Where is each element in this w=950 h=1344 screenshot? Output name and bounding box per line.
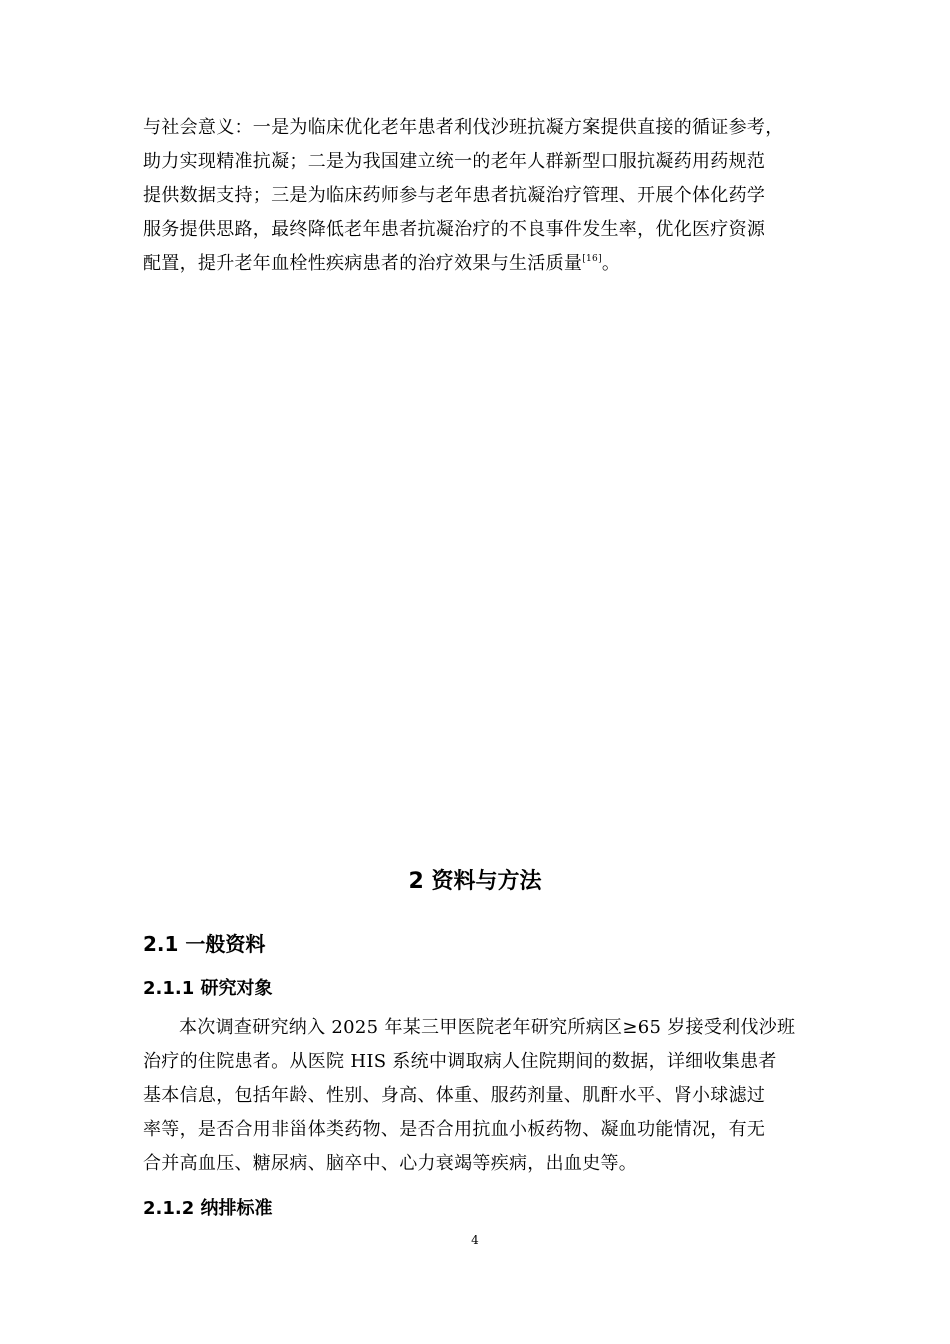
- subjects-line-1: 本次调查研究纳入 2025 年某三甲医院老年研究所病区≥65 岁接受利伐沙班: [179, 1017, 796, 1038]
- page-number: 4: [471, 1233, 479, 1247]
- section-2-1-2-heading: 2.1.2 纳排标准: [143, 1198, 273, 1219]
- intro-line-3: 提供数据支持；三是为临床药师参与老年患者抗凝治疗管理、开展个体化药学: [143, 185, 766, 206]
- subjects-line-3: 基本信息，包括年龄、性别、身高、体重、服药剂量、肌酐水平、肾小球滤过: [143, 1085, 766, 1106]
- intro-line-2: 助力实现精准抗凝；二是为我国建立统一的老年人群新型口服抗凝药用药规范: [143, 151, 766, 172]
- intro-line-1: 与社会意义：一是为临床优化老年患者利伐沙班抗凝方案提供直接的循证参考，: [143, 117, 784, 138]
- section-2-1-heading: 2.1 一般资料: [143, 932, 266, 956]
- intro-line-5: [143, 247, 808, 281]
- subjects-line-5: 合并高血压、糖尿病、脑卒中、心力衰竭等疾病，出血史等。: [143, 1153, 638, 1174]
- section-2-1-1-heading: 2.1.1 研究对象: [143, 978, 273, 999]
- intro-end-punct: 。: [601, 253, 621, 274]
- citation-reference[interactable]: [16]: [582, 254, 602, 264]
- intro-line-4: 服务提供思路，最终降低老年患者抗凝治疗的不良事件发生率，优化医疗资源: [143, 219, 766, 240]
- subjects-line-4: 率等，是否合用非甾体类药物、是否合用抗血小板药物、凝血功能情况，有无: [143, 1119, 766, 1140]
- chapter-title: 2 资料与方法: [408, 869, 542, 894]
- research-subjects-paragraph: [143, 1011, 808, 1181]
- intro-line-5-text: 配置，提升老年血栓性疾病患者的治疗效果与生活质量: [143, 253, 583, 274]
- intro-paragraph: [143, 111, 808, 281]
- subjects-line-2: 治疗的住院患者。从医院 HIS 系统中调取病人住院期间的数据，详细收集患者: [143, 1051, 777, 1072]
